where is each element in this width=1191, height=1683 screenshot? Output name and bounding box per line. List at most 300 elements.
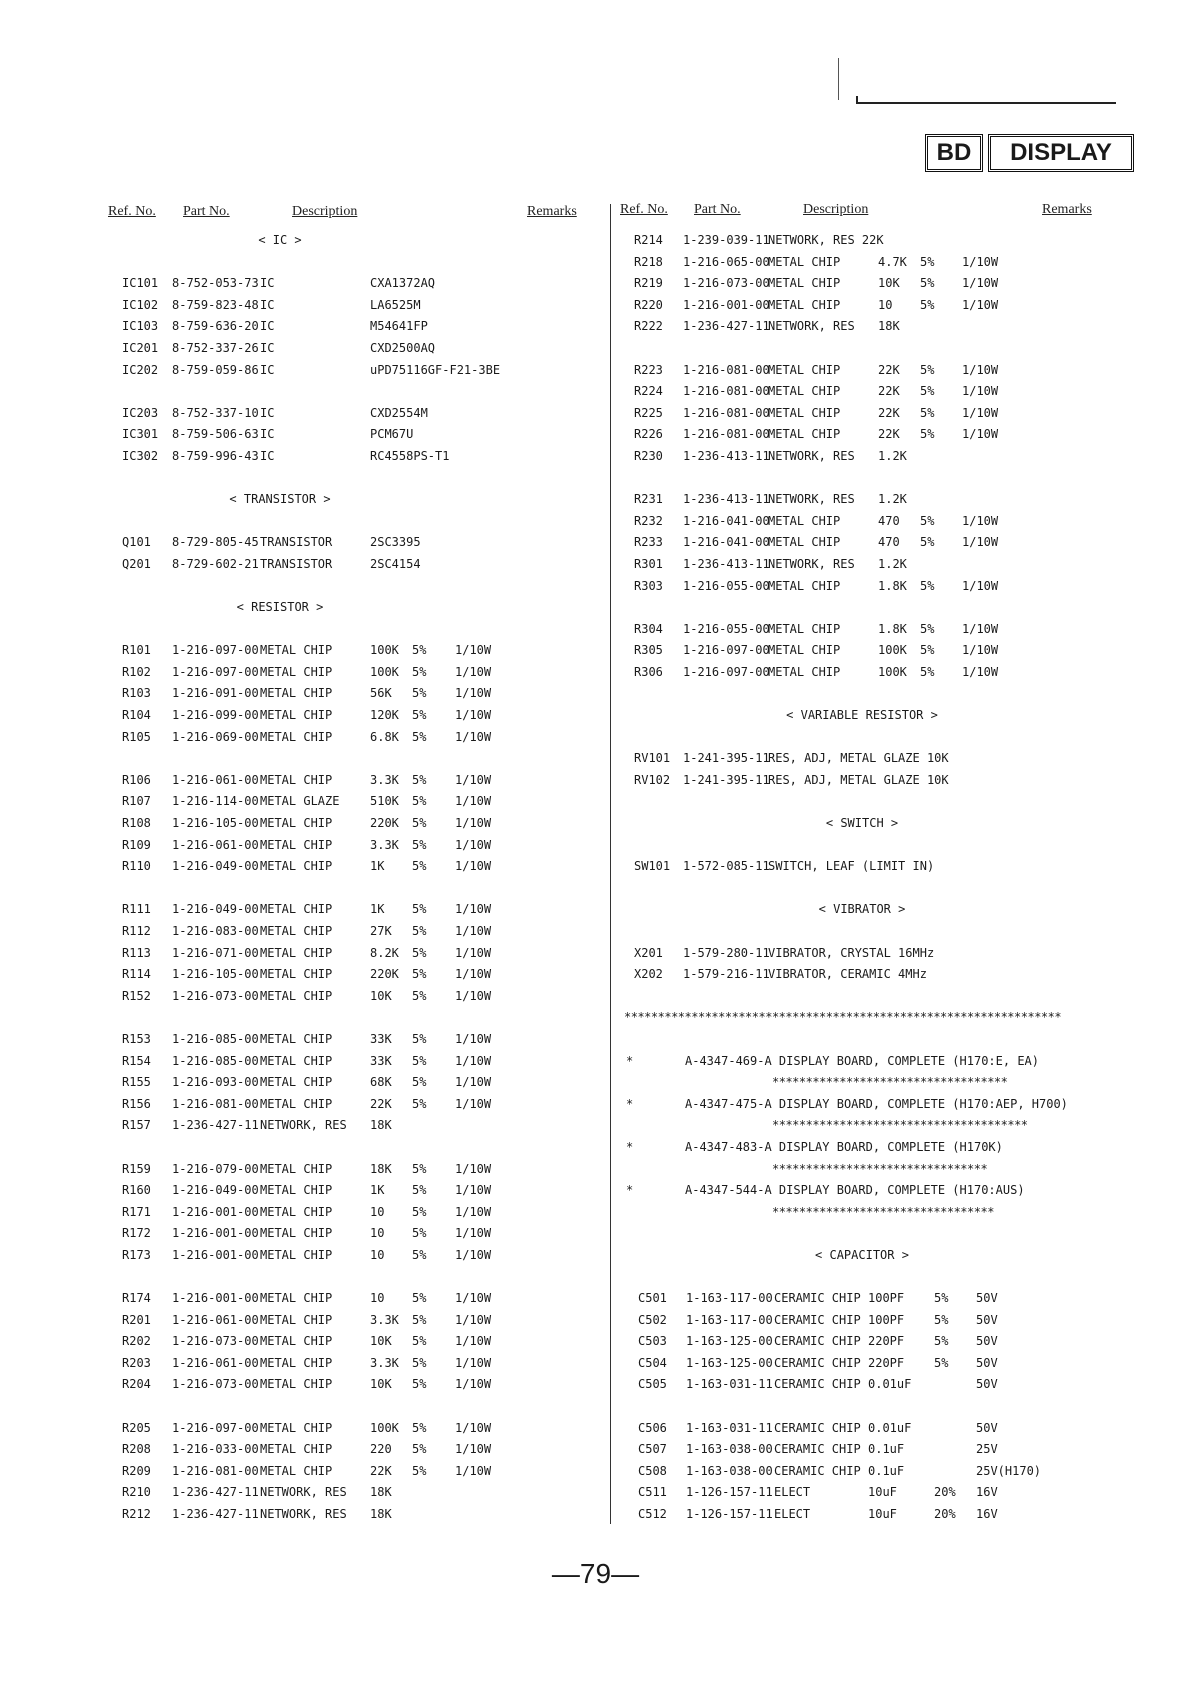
list-item (0, 1094, 600, 1116)
description: IC (260, 448, 275, 463)
list-item (612, 1137, 1172, 1159)
description: CERAMIC CHIP (774, 1420, 861, 1435)
part-no: 1-216-073-00 (172, 988, 259, 1003)
section-heading-row (0, 230, 600, 252)
part-no: 1-216-081-00 (683, 405, 770, 420)
list-item (612, 1202, 1172, 1224)
value: 1.2K (878, 492, 907, 507)
tolerance: 5% (412, 1096, 427, 1111)
list-item (612, 295, 1172, 317)
rating: 1/10W (962, 535, 999, 550)
rating: 1/10W (455, 1053, 492, 1068)
header-rule (858, 102, 1116, 104)
tolerance: 5% (412, 1247, 427, 1262)
rating: 1/10W (455, 902, 492, 917)
rating: 1/10W (455, 837, 492, 852)
description: METAL CHIP (260, 1247, 333, 1262)
rating: 1/10W (455, 1096, 492, 1111)
blank-row (0, 1396, 600, 1418)
description: METAL CHIP (260, 643, 333, 658)
part-no: 1-216-073-00 (172, 1334, 259, 1349)
description: METAL CHIP (260, 1183, 333, 1198)
list-item (0, 705, 600, 727)
part-no: 1-163-117-00 (686, 1312, 773, 1327)
description: METAL CHIP (260, 924, 333, 938)
part-no: 1-216-105-00 (172, 967, 259, 982)
part-no: 1-216-081-00 (172, 1096, 259, 1111)
value: uPD75116GF-F21-3BE (370, 362, 501, 377)
value: 22K (370, 1096, 392, 1111)
description: RES, ADJ, METAL GLAZE 10K (768, 772, 949, 787)
description: METAL CHIP (260, 1053, 333, 1068)
rating: 1/10W (962, 664, 999, 679)
description: METAL CHIP (260, 1312, 333, 1327)
value: 100K (878, 643, 907, 658)
description: METAL CHIP (260, 664, 333, 679)
part-no: 1-163-125-00 (686, 1334, 773, 1349)
description: IC (260, 405, 275, 420)
description: NETWORK, RES (768, 556, 855, 571)
rating: 1/10W (455, 1183, 492, 1198)
ref-no: R219 (634, 276, 663, 291)
rating: 16V (976, 1485, 998, 1500)
tolerance: 5% (412, 794, 427, 809)
rating: 1/10W (962, 276, 999, 291)
section-heading: < RESISTOR > (236, 600, 324, 615)
description: METAL CHIP (768, 578, 841, 593)
part-no: 1-216-069-00 (172, 729, 259, 744)
part-no: 1-236-413-11 (683, 448, 770, 463)
header-remarks-right: Remarks (1042, 202, 1092, 217)
part-no: 8-752-053-73 (172, 276, 259, 291)
rating: 1/10W (962, 405, 999, 420)
description: IC (260, 276, 275, 291)
value: CXD2554M (370, 405, 428, 420)
value: 8.2K (370, 945, 399, 960)
tolerance: 5% (412, 729, 427, 744)
ref-no: R208 (122, 1442, 151, 1457)
part-no: 1-216-097-00 (683, 664, 770, 679)
ref-no: Q101 (122, 535, 151, 550)
part-no: 1-216-083-00 (172, 924, 259, 938)
list-item (612, 1072, 1172, 1094)
value: 3.3K (370, 1355, 399, 1370)
header-part-no: Part No. (183, 204, 230, 219)
part-no: 1-216-097-00 (172, 643, 259, 658)
value: 22K (878, 384, 900, 399)
list-item (612, 748, 1172, 770)
rating: 1/10W (962, 384, 999, 399)
asterisk-underline: ********************************* (772, 1204, 994, 1219)
tolerance: 5% (412, 967, 427, 982)
part-no: 1-216-081-00 (172, 1463, 259, 1478)
list-item (612, 1461, 1172, 1483)
list-item (0, 813, 600, 835)
ref-no: R110 (122, 859, 151, 874)
ref-no: R202 (122, 1334, 151, 1349)
description: RES, ADJ, METAL GLAZE 10K (768, 751, 949, 766)
list-item (612, 576, 1172, 598)
part-no: 1-216-097-00 (172, 664, 259, 679)
value: 100K (370, 1420, 399, 1435)
part-no: 1-241-395-11 (683, 772, 770, 787)
blank-row (612, 1029, 1172, 1051)
description: METAL CHIP (768, 362, 841, 377)
part-no: 1-216-049-00 (172, 1183, 259, 1198)
description: METAL CHIP (260, 772, 333, 787)
list-item (0, 295, 600, 317)
list-item (0, 1353, 600, 1375)
description: ELECT (774, 1507, 811, 1522)
list-item (0, 1504, 600, 1526)
description: CERAMIC CHIP (774, 1334, 861, 1349)
list-item (612, 381, 1172, 403)
part-no: 1-216-093-00 (172, 1075, 259, 1090)
tolerance: 5% (412, 1291, 427, 1306)
value: 10uF (868, 1507, 897, 1522)
header-ref-no: Ref. No. (108, 204, 156, 219)
rating: 1/10W (455, 1312, 492, 1327)
part-no: 8-729-602-21 (172, 556, 259, 571)
value: 3.3K (370, 837, 399, 852)
list-item (612, 1007, 1172, 1029)
blank-row (0, 381, 600, 403)
description: METAL CHIP (768, 535, 841, 550)
value: PCM67U (370, 427, 414, 442)
blank-row (0, 878, 600, 900)
rating: 1/10W (455, 1377, 492, 1392)
rating: 1/10W (962, 297, 999, 312)
description: METAL CHIP (260, 1355, 333, 1370)
description: CERAMIC CHIP (774, 1463, 861, 1478)
value: 10 (370, 1226, 385, 1241)
list-item (612, 446, 1172, 468)
list-item (0, 1202, 600, 1224)
rating: 1/10W (455, 664, 492, 679)
ref-no: SW101 (634, 859, 671, 874)
tolerance: 5% (920, 427, 935, 442)
value: 100K (370, 664, 399, 679)
part-no: 8-752-337-10 (172, 405, 259, 420)
value: 470 (878, 513, 900, 528)
list-item (612, 554, 1172, 576)
ref-no: IC203 (122, 405, 159, 420)
rating: 1/10W (455, 1291, 492, 1306)
column-divider (610, 204, 611, 1524)
value: 3.3K (370, 1312, 399, 1327)
rating: 1/10W (455, 1355, 492, 1370)
ref-no: R204 (122, 1377, 151, 1392)
ref-no: R209 (122, 1463, 151, 1478)
value: 56K (370, 686, 392, 701)
rating: 50V (976, 1420, 998, 1435)
rating: 50V (976, 1355, 998, 1370)
list-item (612, 489, 1172, 511)
ref-no: C508 (638, 1463, 667, 1478)
list-item (0, 403, 600, 425)
tolerance: 5% (412, 1053, 427, 1068)
value: 1K (370, 1183, 385, 1198)
value: 1.2K (878, 556, 907, 571)
tolerance: 5% (412, 945, 427, 960)
part-no: 1-236-427-11 (683, 319, 770, 334)
list-item (612, 1331, 1172, 1353)
blank-row (0, 619, 600, 641)
list-item (0, 1288, 600, 1310)
value: 33K (370, 1031, 392, 1046)
description: IC (260, 297, 275, 312)
rating: 1/10W (455, 708, 492, 723)
description: METAL CHIP (768, 384, 841, 399)
rating: 25V (976, 1442, 998, 1457)
value: 120K (370, 708, 399, 723)
part-no: 1-163-031-11 (686, 1377, 773, 1392)
part-no: 8-729-805-45 (172, 535, 259, 550)
list-item (612, 316, 1172, 338)
description: METAL CHIP (260, 945, 333, 960)
part-no: 1-126-157-11 (686, 1507, 773, 1522)
ref-no: R107 (122, 794, 151, 809)
description: IC (260, 427, 275, 442)
ref-no: R113 (122, 945, 151, 960)
ref-no: R102 (122, 664, 151, 679)
tolerance: 5% (412, 1075, 427, 1090)
value: LA6525M (370, 297, 421, 312)
rating: 1/10W (455, 643, 492, 658)
ref-no: R105 (122, 729, 151, 744)
value: 6.8K (370, 729, 399, 744)
list-item (0, 662, 600, 684)
section-heading-row (612, 813, 1172, 835)
description: IC (260, 319, 275, 334)
description: NETWORK, RES (768, 448, 855, 463)
value: 10 (370, 1291, 385, 1306)
ref-no: R101 (122, 643, 151, 658)
description: ELECT (774, 1485, 811, 1500)
section-heading-row (612, 1245, 1172, 1267)
value: 33K (370, 1053, 392, 1068)
list-item (0, 1245, 600, 1267)
description: METAL CHIP (260, 1226, 333, 1241)
ref-no: R171 (122, 1204, 151, 1219)
rating: 1/10W (962, 513, 999, 528)
value: 2SC4154 (370, 556, 421, 571)
blank-row (0, 748, 600, 770)
description: NETWORK, RES 22K (768, 233, 884, 247)
tolerance: 5% (412, 924, 427, 938)
description: CERAMIC CHIP (774, 1312, 861, 1327)
list-item (0, 1223, 600, 1245)
list-item (0, 791, 600, 813)
value: 10K (370, 988, 392, 1003)
part-no: 1-216-061-00 (172, 1312, 259, 1327)
description: IC (260, 362, 275, 377)
list-item (0, 1374, 600, 1396)
rating: 1/10W (455, 816, 492, 831)
part-no: 1-216-001-00 (683, 297, 770, 312)
tolerance: 5% (920, 513, 935, 528)
board-description: A-4347-475-A DISPLAY BOARD, COMPLETE (H170:AEP, H700) (685, 1096, 1068, 1111)
ref-no: R106 (122, 772, 151, 787)
tolerance: 5% (920, 405, 935, 420)
description: METAL CHIP (768, 297, 841, 312)
part-no: 1-216-001-00 (172, 1204, 259, 1219)
ref-no: R103 (122, 686, 151, 701)
rating: 1/10W (962, 643, 999, 658)
rating: 1/10W (962, 621, 999, 636)
part-no: 1-216-001-00 (172, 1247, 259, 1262)
description: METAL CHIP (768, 405, 841, 420)
value: 22K (370, 1463, 392, 1478)
tolerance: 5% (412, 686, 427, 701)
rating: 1/10W (455, 1420, 492, 1435)
tolerance: 5% (412, 1420, 427, 1435)
ref-no: R159 (122, 1161, 151, 1176)
rating: 1/10W (455, 988, 492, 1003)
value: 0.01uF (868, 1377, 912, 1392)
ref-no: R303 (634, 578, 663, 593)
rating: 1/10W (455, 1463, 492, 1478)
rating: 1/10W (455, 1442, 492, 1457)
list-item (0, 360, 600, 382)
list-item (612, 1159, 1172, 1181)
description: METAL CHIP (260, 967, 333, 982)
ref-no: R160 (122, 1183, 151, 1198)
list-item (0, 856, 600, 878)
value: 1K (370, 859, 385, 874)
value: 0.01uF (868, 1420, 912, 1435)
value: 100K (370, 643, 399, 658)
description: METAL CHIP (260, 1031, 333, 1046)
ref-no: R201 (122, 1312, 151, 1327)
ref-no: IC302 (122, 448, 159, 463)
tolerance: 5% (920, 621, 935, 636)
part-no: 8-752-337-26 (172, 340, 259, 355)
tolerance: 5% (934, 1355, 949, 1370)
ref-no: R104 (122, 708, 151, 723)
description: METAL CHIP (260, 837, 333, 852)
section-heading-row (612, 899, 1172, 921)
ref-no: IC202 (122, 362, 159, 377)
blank-row (612, 468, 1172, 490)
rating: 1/10W (455, 1161, 492, 1176)
ref-no: Q201 (122, 556, 151, 571)
ref-no: C501 (638, 1291, 667, 1306)
tolerance: 5% (920, 254, 935, 269)
list-item (612, 964, 1172, 986)
list-item (612, 619, 1172, 641)
tolerance: 5% (412, 1334, 427, 1349)
value: M54641FP (370, 319, 428, 334)
value: 220PF (868, 1355, 905, 1370)
corner-tick (838, 58, 839, 100)
list-item (0, 1159, 600, 1181)
rating: 16V (976, 1507, 998, 1522)
value: RC4558PS-T1 (370, 448, 450, 463)
tolerance: 5% (412, 837, 427, 852)
tolerance: 5% (920, 535, 935, 550)
value: 220 (370, 1442, 392, 1457)
section-heading: < CAPACITOR > (815, 1247, 909, 1262)
tolerance: 5% (412, 772, 427, 787)
description: METAL CHIP (260, 1377, 333, 1392)
rating: 1/10W (962, 254, 999, 269)
rating: 1/10W (455, 967, 492, 982)
ref-no: R172 (122, 1226, 151, 1241)
ref-no: X201 (634, 945, 663, 960)
description: METAL CHIP (260, 1334, 333, 1349)
ref-no: RV101 (634, 751, 671, 766)
ref-no: R152 (122, 988, 151, 1003)
value: 68K (370, 1075, 392, 1090)
ref-no: R210 (122, 1485, 151, 1500)
description: CERAMIC CHIP (774, 1377, 861, 1392)
ref-no: R114 (122, 967, 151, 982)
tolerance: 20% (934, 1507, 956, 1522)
rating: 1/10W (455, 1226, 492, 1241)
ref-no: R203 (122, 1355, 151, 1370)
rating: 1/10W (455, 945, 492, 960)
board-description: A-4347-483-A DISPLAY BOARD, COMPLETE (H170K) (685, 1139, 1003, 1154)
rating: 1/10W (455, 859, 492, 874)
description: METAL CHIP (260, 1096, 333, 1111)
value: 1.8K (878, 578, 907, 593)
part-no: 8-759-996-43 (172, 448, 259, 463)
list-item (0, 727, 600, 749)
description: METAL CHIP (260, 816, 333, 831)
value: 4.7K (878, 254, 907, 269)
ref-no: R225 (634, 405, 663, 420)
value: 18K (370, 1507, 392, 1522)
rating: 1/10W (455, 1075, 492, 1090)
tolerance: 5% (920, 643, 935, 658)
list-item (0, 899, 600, 921)
blank-row (612, 597, 1172, 619)
value: 18K (370, 1161, 392, 1176)
part-no: 1-216-033-00 (172, 1442, 259, 1457)
list-item (612, 360, 1172, 382)
blank-row (0, 511, 600, 533)
board-mark: * (626, 1139, 634, 1154)
value: 22K (878, 362, 900, 377)
description: METAL CHIP (260, 1075, 333, 1090)
list-item (0, 446, 600, 468)
list-item (612, 856, 1172, 878)
ref-no: IC101 (122, 276, 159, 291)
list-item (612, 1115, 1172, 1137)
rating: 1/10W (455, 924, 492, 938)
list-item (0, 554, 600, 576)
part-no: 1-163-038-00 (686, 1463, 773, 1478)
part-no: 1-572-085-11 (683, 859, 770, 874)
tolerance: 5% (920, 297, 935, 312)
ref-no: R112 (122, 924, 151, 938)
board-description: A-4347-544-A DISPLAY BOARD, COMPLETE (H170:AUS) (685, 1183, 1025, 1198)
ref-no: IC301 (122, 427, 159, 442)
list-item (0, 640, 600, 662)
value: 0.1uF (868, 1442, 905, 1457)
value: 10 (370, 1247, 385, 1262)
list-item (0, 1072, 600, 1094)
ref-no: R224 (634, 384, 663, 399)
list-item (0, 986, 600, 1008)
description: SWITCH, LEAF (LIMIT IN) (768, 859, 935, 874)
part-no: 1-216-061-00 (172, 837, 259, 852)
part-no: 1-216-091-00 (172, 686, 259, 701)
rating: 50V (976, 1291, 998, 1306)
list-item (0, 921, 600, 943)
part-no: 1-216-049-00 (172, 859, 259, 874)
